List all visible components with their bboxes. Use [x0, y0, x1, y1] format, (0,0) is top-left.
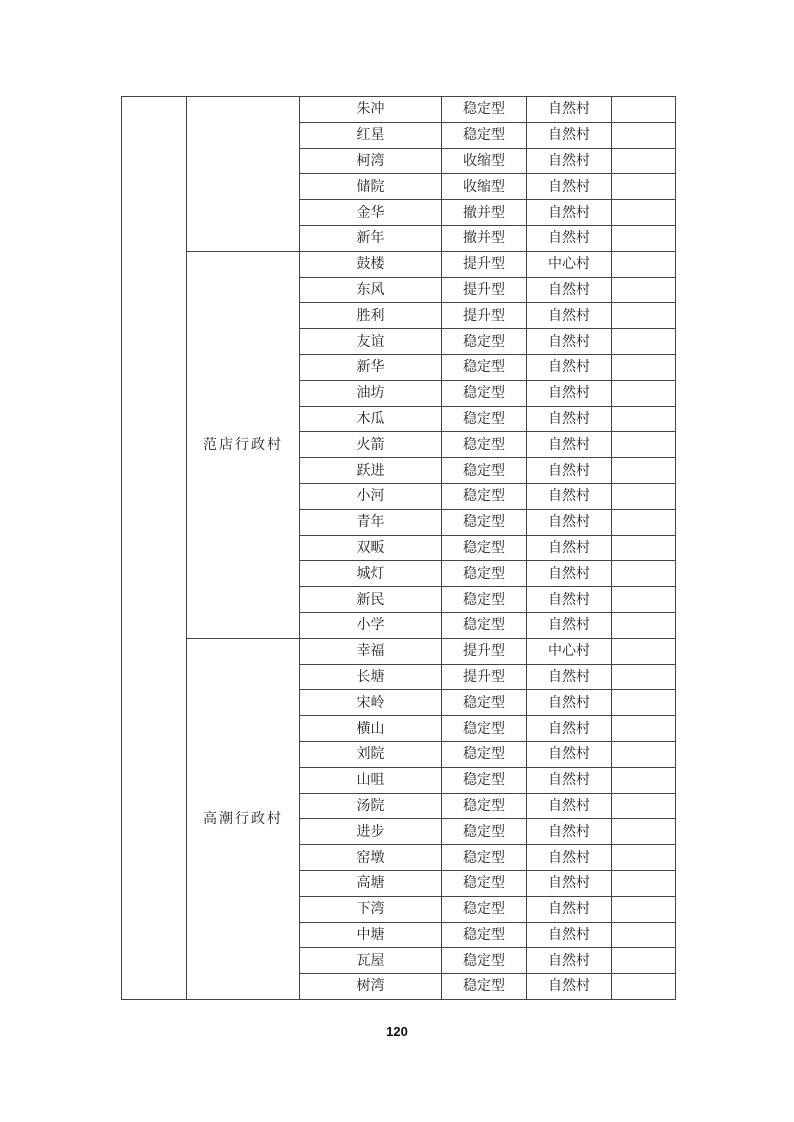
note-cell	[612, 948, 676, 974]
village-name-cell: 宋岭	[300, 690, 442, 716]
development-type-cell: 稳定型	[442, 612, 527, 638]
development-type-cell: 提升型	[442, 277, 527, 303]
note-cell	[612, 458, 676, 484]
admin-village-cell	[187, 97, 300, 252]
village-category-cell: 自然村	[527, 380, 612, 406]
note-cell	[612, 483, 676, 509]
village-category-cell: 自然村	[527, 741, 612, 767]
note-cell	[612, 251, 676, 277]
village-name-cell: 窑墩	[300, 845, 442, 871]
village-category-cell: 自然村	[527, 303, 612, 329]
village-category-cell: 自然村	[527, 432, 612, 458]
village-name-cell: 汤院	[300, 793, 442, 819]
note-cell	[612, 200, 676, 226]
note-cell	[612, 716, 676, 742]
development-type-cell: 稳定型	[442, 483, 527, 509]
development-type-cell: 稳定型	[442, 535, 527, 561]
village-category-cell: 自然村	[527, 483, 612, 509]
village-category-cell: 自然村	[527, 716, 612, 742]
village-name-cell: 中塘	[300, 922, 442, 948]
table-row	[122, 638, 676, 664]
village-category-cell: 中心村	[527, 251, 612, 277]
admin-village-cell: 范店行政村	[187, 251, 300, 638]
note-cell	[612, 432, 676, 458]
village-name-cell: 小河	[300, 483, 442, 509]
note-cell	[612, 922, 676, 948]
development-type-cell: 稳定型	[442, 716, 527, 742]
village-category-cell: 自然村	[527, 406, 612, 432]
village-name-cell: 友谊	[300, 329, 442, 355]
village-name-cell: 朱冲	[300, 97, 442, 123]
note-cell	[612, 767, 676, 793]
development-type-cell: 撤并型	[442, 225, 527, 251]
development-type-cell: 稳定型	[442, 974, 527, 1000]
village-name-cell: 小学	[300, 612, 442, 638]
village-name-cell: 新年	[300, 225, 442, 251]
note-cell	[612, 690, 676, 716]
development-type-cell: 稳定型	[442, 767, 527, 793]
village-name-cell: 柯湾	[300, 148, 442, 174]
village-name-cell: 刘院	[300, 741, 442, 767]
village-name-cell: 红星	[300, 122, 442, 148]
development-type-cell: 稳定型	[442, 122, 527, 148]
note-cell	[612, 638, 676, 664]
table-row	[122, 251, 676, 277]
village-category-cell: 自然村	[527, 664, 612, 690]
note-cell	[612, 870, 676, 896]
village-category-cell: 自然村	[527, 97, 612, 123]
village-name-cell: 树湾	[300, 974, 442, 1000]
village-name-cell: 横山	[300, 716, 442, 742]
development-type-cell: 稳定型	[442, 561, 527, 587]
village-category-cell: 自然村	[527, 819, 612, 845]
development-type-cell: 稳定型	[442, 896, 527, 922]
development-type-cell: 稳定型	[442, 458, 527, 484]
note-cell	[612, 896, 676, 922]
note-cell	[612, 97, 676, 123]
development-type-cell: 稳定型	[442, 509, 527, 535]
village-category-cell: 自然村	[527, 948, 612, 974]
village-name-cell: 高塘	[300, 870, 442, 896]
village-category-cell: 自然村	[527, 922, 612, 948]
note-cell	[612, 741, 676, 767]
development-type-cell: 稳定型	[442, 432, 527, 458]
development-type-cell: 稳定型	[442, 587, 527, 613]
village-category-cell: 自然村	[527, 845, 612, 871]
development-type-cell: 稳定型	[442, 354, 527, 380]
village-category-cell: 自然村	[527, 148, 612, 174]
village-name-cell: 新民	[300, 587, 442, 613]
village-name-cell: 鼓楼	[300, 251, 442, 277]
development-type-cell: 稳定型	[442, 819, 527, 845]
page-number: 120	[386, 1024, 408, 1039]
development-type-cell: 收缩型	[442, 174, 527, 200]
development-type-cell: 提升型	[442, 303, 527, 329]
note-cell	[612, 148, 676, 174]
village-category-cell: 自然村	[527, 200, 612, 226]
note-cell	[612, 380, 676, 406]
village-name-cell: 青年	[300, 509, 442, 535]
note-cell	[612, 303, 676, 329]
note-cell	[612, 664, 676, 690]
development-type-cell: 提升型	[442, 664, 527, 690]
village-category-cell: 中心村	[527, 638, 612, 664]
village-category-cell: 自然村	[527, 509, 612, 535]
village-category-cell: 自然村	[527, 870, 612, 896]
village-category-cell: 自然村	[527, 690, 612, 716]
village-name-cell: 下湾	[300, 896, 442, 922]
note-cell	[612, 225, 676, 251]
development-type-cell: 稳定型	[442, 690, 527, 716]
development-type-cell: 撤并型	[442, 200, 527, 226]
note-cell	[612, 793, 676, 819]
development-type-cell: 稳定型	[442, 870, 527, 896]
village-category-cell: 自然村	[527, 767, 612, 793]
village-name-cell: 城灯	[300, 561, 442, 587]
note-cell	[612, 561, 676, 587]
village-category-cell: 自然村	[527, 329, 612, 355]
development-type-cell: 稳定型	[442, 793, 527, 819]
village-name-cell: 双畈	[300, 535, 442, 561]
village-category-cell: 自然村	[527, 458, 612, 484]
development-type-cell: 稳定型	[442, 97, 527, 123]
note-cell	[612, 974, 676, 1000]
village-category-cell: 自然村	[527, 587, 612, 613]
village-category-cell: 自然村	[527, 174, 612, 200]
development-type-cell: 稳定型	[442, 329, 527, 355]
development-type-cell: 稳定型	[442, 948, 527, 974]
note-cell	[612, 819, 676, 845]
village-name-cell: 金华	[300, 200, 442, 226]
village-category-cell: 自然村	[527, 561, 612, 587]
note-cell	[612, 174, 676, 200]
village-name-cell: 油坊	[300, 380, 442, 406]
village-name-cell: 进步	[300, 819, 442, 845]
village-classification-table	[121, 96, 676, 1000]
village-category-cell: 自然村	[527, 354, 612, 380]
village-category-cell: 自然村	[527, 974, 612, 1000]
note-cell	[612, 406, 676, 432]
village-name-cell: 长塘	[300, 664, 442, 690]
development-type-cell: 稳定型	[442, 380, 527, 406]
table-body	[122, 97, 676, 1000]
village-category-cell: 自然村	[527, 535, 612, 561]
development-type-cell: 稳定型	[442, 845, 527, 871]
village-category-cell: 自然村	[527, 225, 612, 251]
note-cell	[612, 122, 676, 148]
note-cell	[612, 329, 676, 355]
village-name-cell: 储院	[300, 174, 442, 200]
village-category-cell: 自然村	[527, 122, 612, 148]
region-cell	[122, 97, 187, 1000]
table-row	[122, 97, 676, 123]
admin-village-cell: 高潮行政村	[187, 638, 300, 999]
village-name-cell: 东风	[300, 277, 442, 303]
village-name-cell: 跃进	[300, 458, 442, 484]
note-cell	[612, 612, 676, 638]
note-cell	[612, 535, 676, 561]
village-name-cell: 新华	[300, 354, 442, 380]
village-name-cell: 瓦屋	[300, 948, 442, 974]
development-type-cell: 稳定型	[442, 922, 527, 948]
development-type-cell: 稳定型	[442, 406, 527, 432]
village-name-cell: 木瓜	[300, 406, 442, 432]
note-cell	[612, 587, 676, 613]
note-cell	[612, 845, 676, 871]
village-name-cell: 胜利	[300, 303, 442, 329]
note-cell	[612, 354, 676, 380]
development-type-cell: 提升型	[442, 638, 527, 664]
note-cell	[612, 277, 676, 303]
development-type-cell: 提升型	[442, 251, 527, 277]
development-type-cell: 收缩型	[442, 148, 527, 174]
village-category-cell: 自然村	[527, 612, 612, 638]
village-category-cell: 自然村	[527, 896, 612, 922]
village-category-cell: 自然村	[527, 793, 612, 819]
village-category-cell: 自然村	[527, 277, 612, 303]
village-name-cell: 幸福	[300, 638, 442, 664]
development-type-cell: 稳定型	[442, 741, 527, 767]
village-name-cell: 火箭	[300, 432, 442, 458]
village-name-cell: 山咀	[300, 767, 442, 793]
note-cell	[612, 509, 676, 535]
